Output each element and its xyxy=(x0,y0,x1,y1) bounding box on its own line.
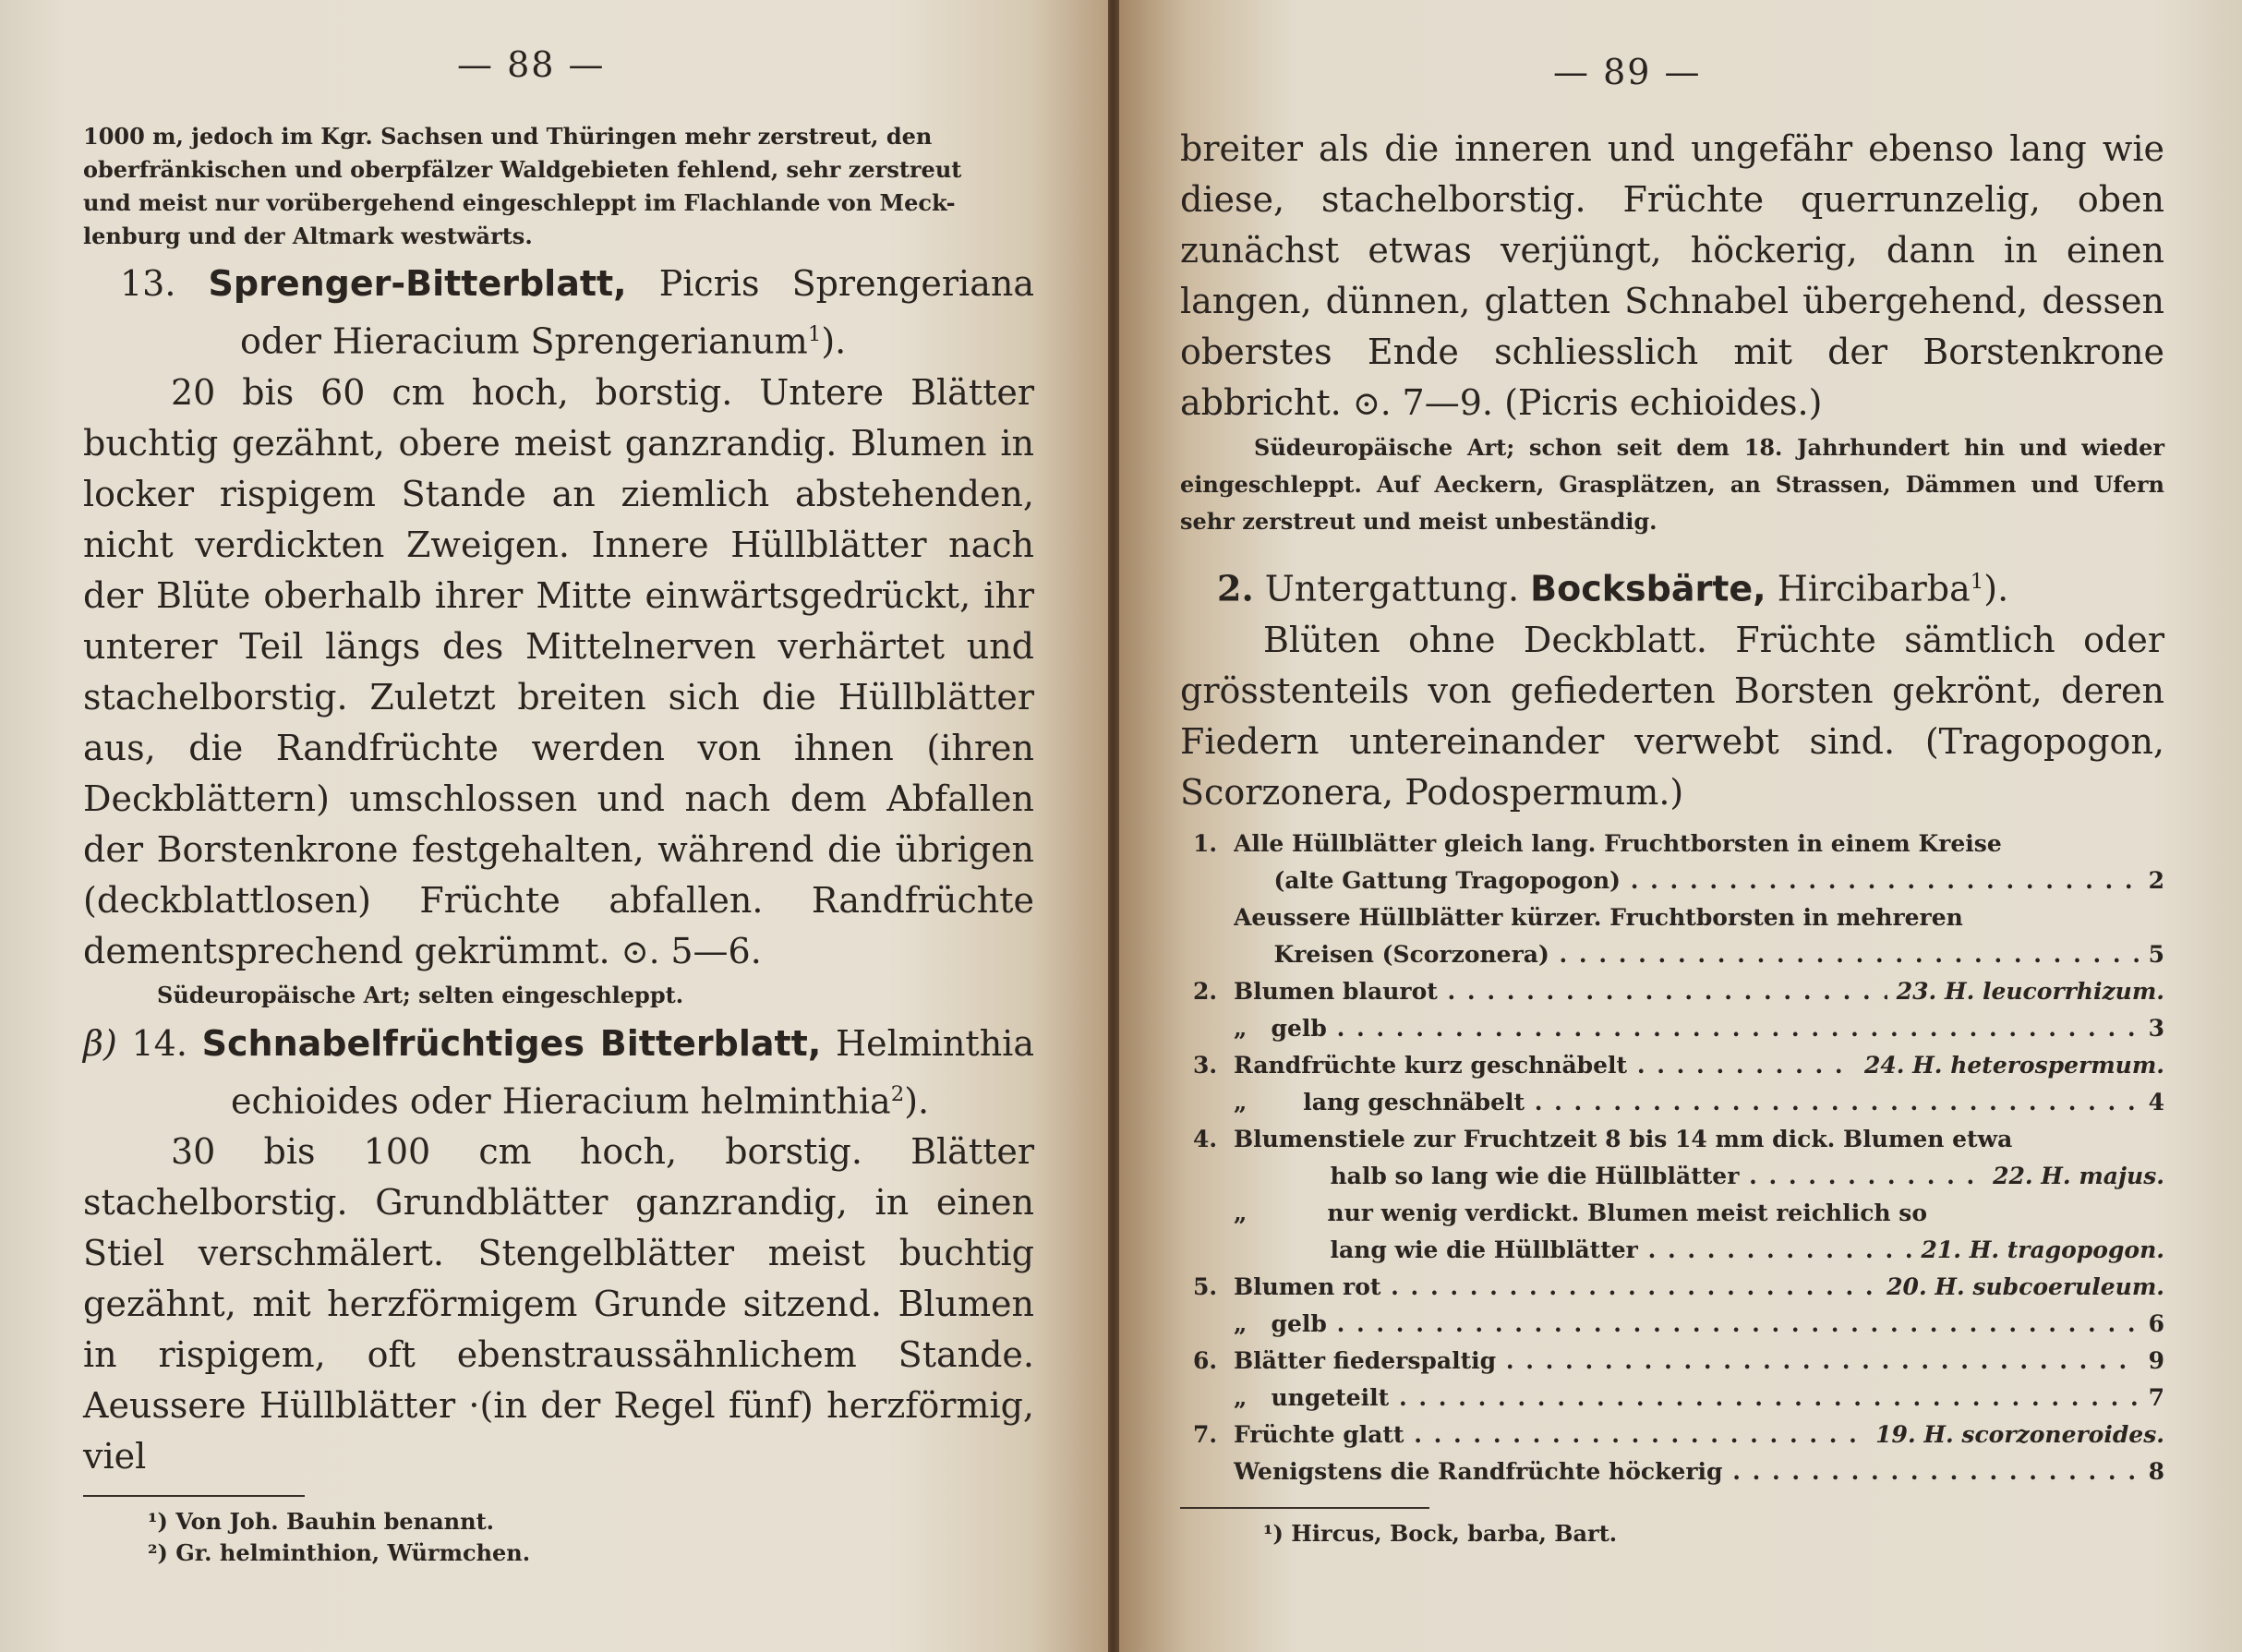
key-row xyxy=(1193,936,2164,973)
key-text: Blätter fiederspaltig . . . xyxy=(1234,1343,2140,1380)
subgenus-latin: Hircibarba xyxy=(1777,568,1971,609)
subgenus-description: Blüten ohne Deckblatt. Früchte sämtlich oder grösstenteils von gefiederten Borsten gekrönt, deren Fiedern untereinander verwebt sind. (Tragopogon, Scorzonera, Podospermum.) xyxy=(1180,619,2164,813)
key-row xyxy=(1193,1047,2164,1084)
key-number: 2. xyxy=(1193,977,1218,1005)
footnote-rule xyxy=(83,1495,305,1497)
key-text: „ gelb . . . xyxy=(1234,1306,2140,1343)
species-13-note: Südeuropäische Art; selten eingeschleppt. xyxy=(157,981,684,1008)
intro-line: lenburg und der Altmark westwärts. xyxy=(83,223,533,249)
section-prefix: β) xyxy=(83,1022,117,1064)
species-14-heading xyxy=(83,1019,1034,1127)
flowering-months: 7—9. xyxy=(1402,382,1493,423)
key-reference: 21. H. tragopogon. xyxy=(1921,1236,2164,1263)
key-reference: 2 xyxy=(2148,866,2164,894)
key-row xyxy=(1193,1417,2164,1453)
key-number: 6. xyxy=(1193,1346,1218,1374)
species-latin-2: oder Hieracium Sprengerianum xyxy=(240,320,808,362)
subgenus-label: Untergattung. xyxy=(1264,568,1520,609)
key-text: (alte Gattung Tragopogon) . . . xyxy=(1234,862,2140,899)
key-row xyxy=(1193,1453,2164,1490)
intro-line: 1000 m, jedoch im Kgr. Sachsen und Thüringen mehr zerstreut, den xyxy=(83,123,933,150)
key-reference: 8 xyxy=(2148,1457,2164,1485)
key-row xyxy=(1193,1121,2164,1158)
identification-key xyxy=(1180,826,2164,1490)
key-row xyxy=(1193,1010,2164,1047)
footnote-ref: 1 xyxy=(807,322,822,346)
flowering-months: 5—6. xyxy=(670,930,762,971)
key-text: Blumen blaurot . . . xyxy=(1234,973,1887,1010)
key-row xyxy=(1193,862,2164,899)
key-text: Blumenstiele zur Fruchtzeit 8 bis 14 mm dick. Blumen etwa xyxy=(1234,1125,2013,1152)
key-reference: 24. H. heterospermum. xyxy=(1863,1051,2164,1079)
intro-line: und meist nur vorübergehend eingeschleppt im Flachlande von Meck- xyxy=(83,189,956,216)
species-13-heading xyxy=(83,259,1034,368)
left-page xyxy=(0,0,1108,1652)
subgenus-heading xyxy=(1180,557,2164,615)
key-reference: 6 xyxy=(2148,1309,2164,1337)
species-number: 14. xyxy=(131,1022,187,1064)
key-text: lang wie die Hüllblätter . . . xyxy=(1234,1232,1912,1269)
right-column xyxy=(1180,124,2164,1550)
key-text: Randfrüchte kurz geschnäbelt . . . xyxy=(1234,1047,1855,1084)
species-name: Schnabelfrüchtiges Bitterblatt, xyxy=(201,1022,822,1064)
key-text: „ ungeteilt . . . xyxy=(1234,1380,2140,1417)
key-text: Alle Hüllblätter gleich lang. Fruchtborsten in einem Kreise xyxy=(1234,829,2002,857)
subgenus-number: 2. xyxy=(1217,567,1254,609)
key-text: Wenigstens die Randfrüchte höckerig . . . xyxy=(1234,1453,2140,1490)
key-row xyxy=(1193,1380,2164,1417)
key-reference: 4 xyxy=(2148,1088,2164,1115)
key-reference: 20. H. subcoeruleum. xyxy=(1886,1272,2164,1300)
key-reference: 23. H. leucorrhizum. xyxy=(1896,977,2164,1005)
annual-symbol: ⊙. xyxy=(1352,385,1392,423)
key-reference: 5 xyxy=(2148,940,2164,968)
description-text: 20 bis 60 cm hoch, borstig. Untere Blätter buchtig gezähnt, obere meist ganzrandig. Blumen in locker rispigem Stande an ziemlich abstehenden, nicht verdickten Zweigen. Innere Hüllblätter nach der Blüte oberhalb ihrer Mitte einwärtsgedrückt, ihr unterer Teil längs des Mittelnerven verhärtet und stachelborstig. Zuletzt breiten sich die Hüllblätter aus, die Randfrüchte werden von ihnen (ihren Deckblättern) umschlossen und nach dem Abfallen der Borstenkrone festgehalten, während die übrigen (deckblattlosen) Früchte abfallen. Randfrüchte dementsprechend gekrümmt. xyxy=(83,371,1034,971)
key-reference: 19. H. scorzoneroides. xyxy=(1875,1420,2164,1448)
species-name: Sprenger-Bitterblatt, xyxy=(208,263,627,304)
key-text: Früchte glatt . . . xyxy=(1234,1417,1866,1453)
intro-text xyxy=(83,120,1034,253)
species-number: 13. xyxy=(120,263,176,304)
key-text: „ nur wenig verdickt. Blumen meist reichlich so xyxy=(1234,1199,1928,1226)
subgenus-name: Bocksbärte, xyxy=(1530,568,1766,609)
key-row xyxy=(1193,1084,2164,1121)
species-latin-end: ). xyxy=(904,1080,930,1122)
distribution-note: Südeuropäische Art; schon seit dem 18. Jahrhundert hin und wieder eingeschleppt. Auf Aeckern, Grasplätzen, an Strassen, Dämmen und Ufern sehr zerstreut und meist unbeständig. xyxy=(1180,434,2164,535)
key-number: 1. xyxy=(1193,829,1218,857)
key-row xyxy=(1193,1195,2164,1232)
key-row xyxy=(1193,1232,2164,1269)
species-14-description: 30 bis 100 cm hoch, borstig. Blätter stachelborstig. Grundblätter ganzrandig, in einen Stiel verschmälert. Stengelblätter meist buchtig gezähnt, mit herzförmigem Grunde sitzend. Blumen in rispigem, oft ebenstraussähnlichem Stande. Aeussere Hüllblätter ·(in der Regel fünf) herzförmig, viel xyxy=(83,1131,1034,1477)
left-column xyxy=(83,120,1034,1569)
key-row xyxy=(1193,1343,2164,1380)
key-row xyxy=(1193,1306,2164,1343)
intro-line: oberfränkischen und oberpfälzer Waldgebieten fehlend, sehr zerstreut xyxy=(83,156,962,183)
species-latin-end: ). xyxy=(821,320,847,362)
key-text: halb so lang wie die Hüllblätter . . . xyxy=(1234,1158,1983,1195)
key-text: Kreisen (Scorzonera) . . . xyxy=(1234,936,2140,973)
species-latin-2: echioides oder Hieracium helminthia xyxy=(231,1080,891,1122)
footnote: ²) Gr. helminthion, Würmchen. xyxy=(148,1539,531,1567)
continuation-body: breiter als die inneren und ungefähr ebenso lang wie diese, stachelborstig. Früchte querrunzelig, oben zunächst etwas verjüngt, höckerig, dann in einen langen, dünnen, glatten Schnabel übergehend, dessen oberstes Ende schliesslich mit der Borstenkrone abbricht. xyxy=(1180,128,2164,423)
key-text: „ gelb . . . xyxy=(1234,1010,2140,1047)
key-row xyxy=(1193,899,2164,936)
right-page xyxy=(1119,0,2242,1652)
key-reference: 22. H. majus. xyxy=(1993,1162,2164,1189)
key-text: Blumen rot . . . xyxy=(1234,1269,1877,1306)
key-number: 4. xyxy=(1193,1125,1218,1152)
species-latin: Helminthia xyxy=(835,1022,1034,1064)
subgenus-end: ). xyxy=(1983,568,2009,609)
footnote: ¹) Von Joh. Bauhin benannt. xyxy=(148,1508,495,1536)
key-reference: 3 xyxy=(2148,1014,2164,1042)
synonym: (Picris echioides.) xyxy=(1504,382,1823,423)
footnote-rule xyxy=(1180,1507,1429,1509)
continuation-text xyxy=(1180,124,2164,429)
page-number: — 88 — xyxy=(457,44,606,85)
species-latin: Picris Sprengeriana xyxy=(658,263,1034,304)
species-13-description xyxy=(83,368,1034,978)
key-text: „ lang geschnäbelt . . . xyxy=(1234,1084,2140,1121)
footnote-ref: 1 xyxy=(1970,570,1984,594)
key-number: 7. xyxy=(1193,1420,1218,1448)
key-row xyxy=(1193,1269,2164,1306)
key-row xyxy=(1193,826,2164,862)
annual-symbol: ⊙. xyxy=(621,933,660,971)
key-row xyxy=(1193,1158,2164,1195)
key-reference: 7 xyxy=(2148,1383,2164,1411)
key-number: 3. xyxy=(1193,1051,1218,1079)
key-reference: 9 xyxy=(2148,1346,2164,1374)
key-number: 5. xyxy=(1193,1272,1218,1300)
footnote-ref: 2 xyxy=(890,1081,905,1106)
key-row xyxy=(1193,973,2164,1010)
footnote: ¹) Hircus, Bock, barba, Bart. xyxy=(1263,1519,1618,1547)
page-number: — 89 — xyxy=(1553,52,1702,92)
key-text: Aeussere Hüllblätter kürzer. Fruchtborsten in mehreren xyxy=(1234,903,1963,931)
